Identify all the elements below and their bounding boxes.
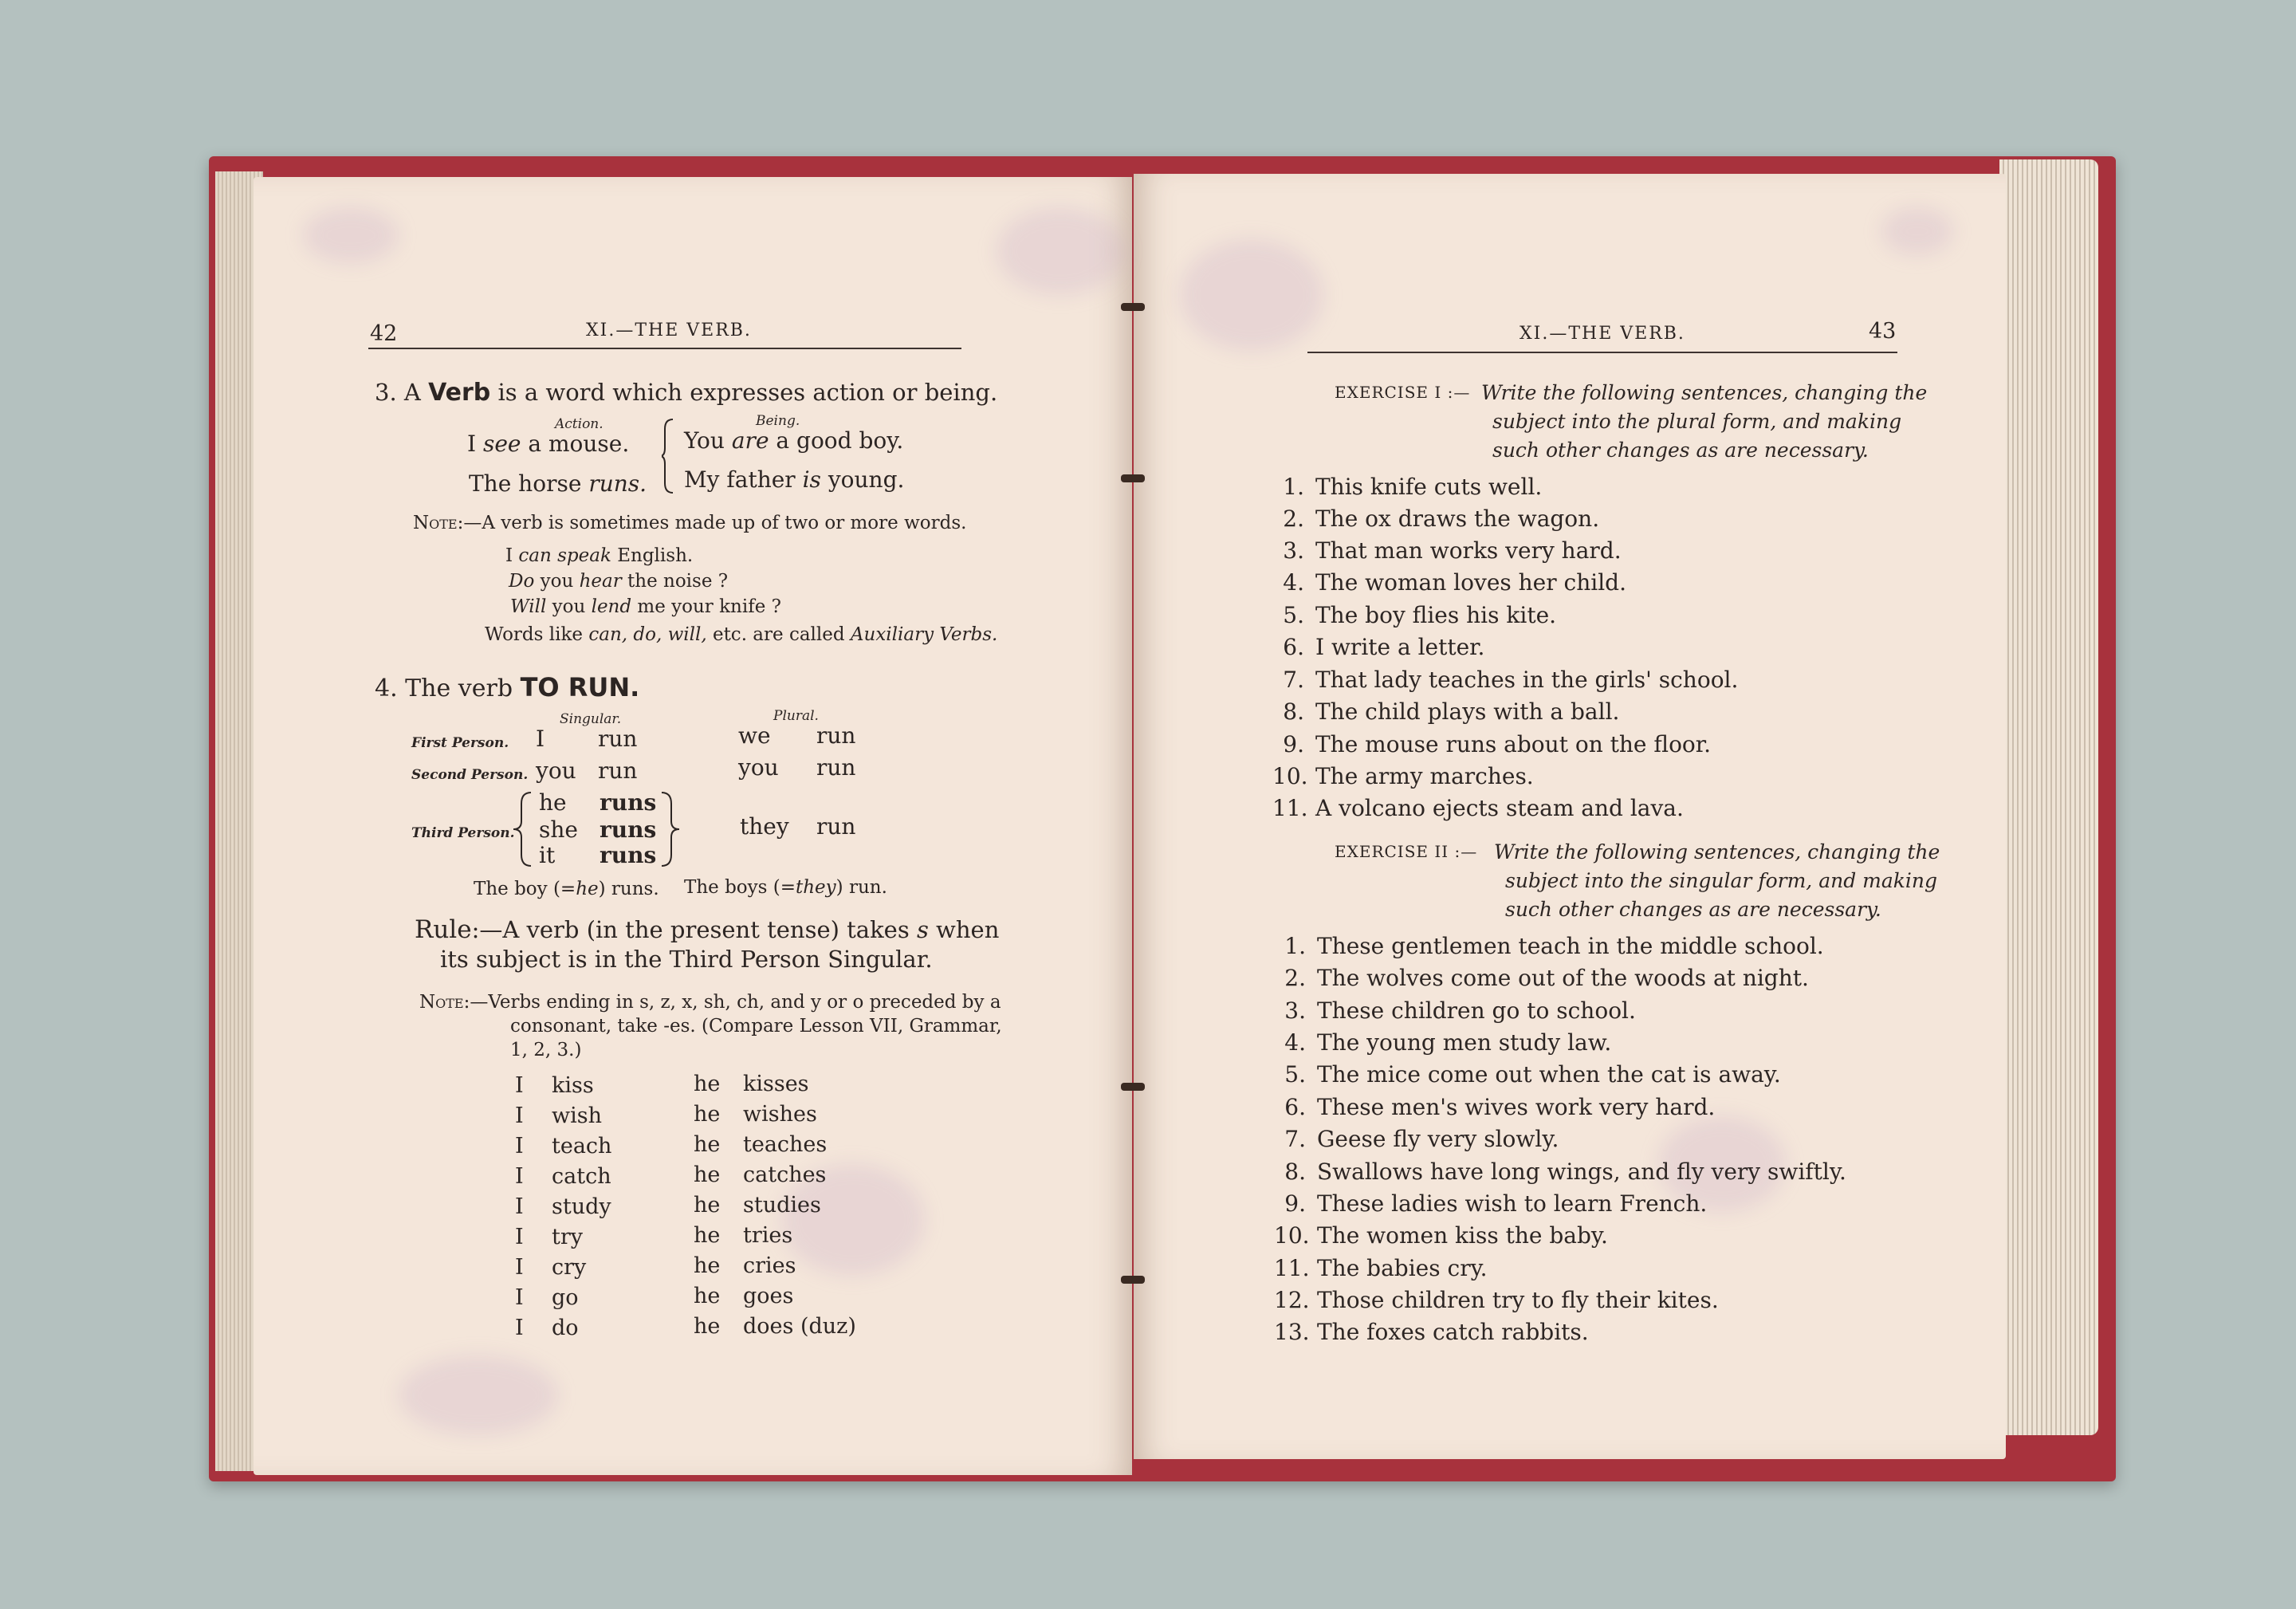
item-text: This knife cuts well. [1315, 474, 1543, 500]
text: you [540, 571, 574, 592]
item-text: The women kiss the baby. [1317, 1222, 1608, 1249]
note-example-3 [510, 596, 781, 617]
conj-pl-pronoun: they [740, 813, 789, 840]
verb-table-cell: I [515, 1255, 524, 1280]
note-2-line-1 [419, 992, 1001, 1013]
item-text: A volcano ejects steam and lava. [1315, 795, 1684, 821]
conj-sg-verb: runs [600, 816, 657, 843]
exercise-1-item: 1. This knife cuts well. [1283, 474, 1543, 500]
verb-table-cell: do [552, 1316, 579, 1340]
exercise-2-item: 2. The wolves come out of the woods at night. [1284, 965, 1809, 991]
def-a: A [403, 379, 421, 406]
conj-sg-verb: runs [600, 789, 657, 816]
third-person-brace-right [659, 789, 682, 869]
text-italic: see [482, 431, 521, 457]
exercise-2-item: 1. These gentlemen teach in the middle school. [1284, 933, 1824, 959]
text: Words like [485, 624, 584, 645]
page-number-left: 42 [370, 321, 398, 346]
left-page [254, 177, 1132, 1475]
verb-table-cell: go [552, 1285, 579, 1310]
verb-table-cell: I [515, 1194, 524, 1219]
conj-sg-verb: run [598, 757, 638, 784]
exercise-2-item: 7. Geese fly very slowly. [1284, 1126, 1559, 1152]
item-text: The boy flies his kite. [1315, 602, 1557, 628]
exercise-2-item: 11. The babies cry. [1274, 1255, 1488, 1281]
note-2-line-2: consonant, take -es. (Compare Lesson VII, Grammar, [510, 1016, 1002, 1037]
text-italic: Will [510, 596, 547, 617]
text: I [467, 431, 477, 457]
exercise-1-instruction-line-3: such other changes as are necessary. [1492, 439, 1869, 462]
item-text: The foxes catch rabbits. [1317, 1319, 1589, 1345]
note-2-line-3: 1, 2, 3.) [510, 1040, 582, 1060]
verb-table-cell: does (duz) [743, 1314, 856, 1339]
def-word: Verb [428, 379, 491, 407]
first-person-label: First Person. [411, 735, 509, 751]
text: The boy (= [474, 879, 576, 899]
item-text: The woman loves her child. [1315, 569, 1626, 596]
exercise-1-item: 4. The woman loves her child. [1283, 569, 1626, 596]
stain [1881, 207, 1953, 255]
conj-sg-pronoun: I [536, 726, 545, 752]
item-text: These gentlemen teach in the middle school. [1317, 933, 1824, 959]
exercise-1-item: 8. The child plays with a ball. [1283, 698, 1620, 725]
second-person-label: Second Person. [411, 767, 529, 783]
plural-label: Plural. [773, 708, 819, 724]
conj-sg-pronoun: he [539, 789, 567, 816]
verb-table-cell: study [552, 1194, 611, 1219]
text: ) runs. [598, 879, 659, 899]
item-text: Geese fly very slowly. [1317, 1126, 1559, 1152]
text-italic: Do [509, 571, 535, 592]
stain [303, 207, 399, 263]
item-text: The wolves come out of the woods at night. [1317, 965, 1809, 991]
conj-sg-verb: run [598, 726, 638, 752]
running-header-right: XI.—THE VERB. [1520, 324, 1685, 344]
text-italic: lend [591, 596, 632, 617]
verb-table-col-pronoun-1 [515, 1073, 524, 1346]
exercise-1-item: 5. The boy flies his kite. [1283, 602, 1557, 628]
text: young. [828, 466, 905, 493]
note-text: :—Verbs ending in s, z, x, sh, ch, and y or o preceded by a [463, 992, 1001, 1013]
verb-table-cell: goes [743, 1284, 794, 1308]
text: English. [617, 545, 694, 566]
exercise-1-item: 10. The army marches. [1272, 763, 1534, 789]
singular-label: Singular. [560, 711, 622, 727]
binding-stitch [1121, 474, 1145, 482]
third-person-label: Third Person. [411, 825, 515, 841]
exercise-2-instruction-line-2: subject into the singular form, and making [1505, 869, 1938, 892]
conj-pl-verb: run [816, 813, 856, 840]
exercise-1-label: EXERCISE I :— [1335, 383, 1471, 402]
exercise-1-item: 2. The ox draws the wagon. [1283, 506, 1600, 532]
text: :—A verb (in the present tense) takes [471, 916, 910, 943]
item-text: Those children try to fly their kites. [1317, 1287, 1719, 1313]
verb-table-cell: wish [552, 1103, 602, 1128]
being-label: Being. [756, 413, 800, 429]
verb-table-cell: he [694, 1223, 721, 1248]
note-1 [413, 513, 966, 533]
text-italic: runs. [588, 470, 647, 497]
verb-table-cell: kisses [743, 1072, 809, 1096]
note-example-1 [505, 545, 693, 566]
text-italic: can, do, will, [588, 624, 707, 645]
text: You [684, 427, 725, 454]
page-edges-right [1999, 159, 2098, 1435]
text: 4. [375, 675, 398, 702]
verb-table-cell: I [515, 1103, 524, 1128]
item-text: The army marches. [1315, 763, 1534, 789]
exercise-1-item: 6. I write a letter. [1283, 634, 1485, 660]
def-number: 3. [375, 379, 397, 406]
text: me your knife ? [637, 596, 781, 617]
verb-table-cell: he [694, 1132, 721, 1157]
action-example-2 [469, 470, 647, 497]
item-text: Swallows have long wings, and fly very swiftly. [1317, 1159, 1846, 1185]
item-text: The ox draws the wagon. [1315, 506, 1600, 532]
verb-table-cell: he [694, 1314, 721, 1339]
exercise-2-item: 8. Swallows have long wings, and fly very swiftly. [1284, 1159, 1846, 1185]
text-italic: are [731, 427, 769, 454]
header-rule-right [1307, 352, 1897, 353]
item-text: These ladies wish to learn French. [1317, 1190, 1708, 1217]
exercise-2-instruction-line-3: such other changes as are necessary. [1505, 898, 1881, 921]
verb-table-cell: tries [743, 1223, 793, 1248]
note-label: Note [419, 992, 464, 1013]
text: a mouse. [528, 431, 630, 457]
verb-table-cell: he [694, 1162, 721, 1187]
exercise-1-item: 9. The mouse runs about on the floor. [1283, 731, 1711, 757]
conj-sg-verb: runs [600, 842, 657, 868]
text-italic: they [796, 877, 836, 898]
verb-table-cell: teach [552, 1134, 612, 1159]
verb-table-cell: try [552, 1225, 584, 1249]
def-rest: is a word which expresses action or being. [497, 379, 998, 406]
verb-table-cell: wishes [743, 1102, 817, 1127]
rule-line-1 [415, 915, 999, 944]
binding-stitch [1121, 1276, 1145, 1284]
item-text: I write a letter. [1315, 634, 1485, 660]
rule-label: Rule [415, 915, 472, 944]
being-example-2 [684, 466, 904, 493]
verb-table-cell: catch [552, 1164, 611, 1189]
text-italic: he [576, 879, 599, 899]
verb-table-cell: he [694, 1284, 721, 1308]
conj-pl-pronoun: we [738, 722, 771, 749]
binding-stitch [1121, 303, 1145, 311]
text: I [505, 545, 513, 566]
exercise-2-label: EXERCISE II :— [1335, 842, 1478, 861]
text: ) run. [835, 877, 887, 898]
stain [997, 207, 1124, 295]
text-italic: is [802, 466, 821, 493]
action-example-1 [467, 431, 629, 457]
verb-table-cell: I [515, 1134, 524, 1159]
text: My father [684, 466, 796, 493]
verb-table-col-verb-1 [552, 1073, 611, 1346]
text: etc. are called [712, 624, 845, 645]
verb-table-cell: I [515, 1285, 524, 1310]
exercise-2-item: 13. The foxes catch rabbits. [1274, 1319, 1589, 1345]
exercise-1-item: 3. That man works very hard. [1283, 537, 1622, 564]
verb-table-cell: teaches [743, 1132, 828, 1157]
exercise-2-instruction-line-1: Write the following sentences, changing the [1494, 840, 1940, 864]
section-4-heading [375, 672, 639, 702]
exercise-2-item: 4. The young men study law. [1284, 1029, 1612, 1056]
note-text: :—A verb is sometimes made up of two or more words. [457, 513, 967, 533]
verb-table-cell: he [694, 1072, 721, 1096]
item-text: The child plays with a ball. [1315, 698, 1620, 725]
verb-table-col-verb-2 [743, 1072, 856, 1344]
exercise-2-item: 3. These children go to school. [1284, 997, 1636, 1024]
text: The horse [469, 470, 582, 497]
auxiliary-note [485, 624, 997, 645]
being-example-1 [684, 427, 903, 454]
text: The boys (= [684, 877, 796, 898]
item-text: That lady teaches in the girls' school. [1315, 667, 1739, 693]
verb-table-cell: catches [743, 1162, 827, 1187]
conj-sg-pronoun: she [539, 816, 578, 843]
verb-table-cell: I [515, 1225, 524, 1249]
verb-definition [375, 379, 997, 407]
note-example-2 [509, 571, 728, 592]
exercise-2-item: 10. The women kiss the baby. [1274, 1222, 1608, 1249]
stain [1180, 239, 1323, 351]
exercise-1-instruction-line-1: Write the following sentences, changing the [1481, 381, 1928, 404]
exercise-2-item: 6. These men's wives work very hard. [1284, 1094, 1716, 1120]
text: a good boy. [776, 427, 904, 454]
text: when [936, 916, 1000, 943]
exercise-1-item: 11. A volcano ejects steam and lava. [1272, 795, 1684, 821]
item-text: The young men study law. [1317, 1029, 1612, 1056]
running-header-left: XI.—THE VERB. [586, 321, 752, 340]
action-label: Action. [555, 416, 603, 432]
exercise-2-item: 12. Those children try to fly their kites. [1274, 1287, 1719, 1313]
item-text: The babies cry. [1317, 1255, 1488, 1281]
text-italic: can speak [518, 545, 611, 566]
binding-stitch [1121, 1083, 1145, 1091]
conj-sg-pronoun: it [539, 842, 556, 868]
item-text: These children go to school. [1317, 997, 1636, 1024]
verb-table-cell: he [694, 1102, 721, 1127]
verb-table-cell: I [515, 1316, 524, 1340]
exercise-1-item: 7. That lady teaches in the girls' school. [1283, 667, 1739, 693]
verb-table-cell: he [694, 1253, 721, 1278]
text-bold: TO RUN. [520, 672, 640, 702]
item-text: The mice come out when the cat is away. [1317, 1061, 1781, 1088]
conj-pl-verb: run [816, 722, 856, 749]
text-italic: s [916, 916, 929, 943]
exercise-1-instruction-line-2: subject into the plural form, and making [1492, 410, 1902, 433]
verb-table-cell: cries [743, 1253, 796, 1278]
verb-table-cell: cry [552, 1255, 587, 1280]
stain [399, 1355, 558, 1435]
example-boy [474, 879, 659, 899]
exercise-2-item: 5. The mice come out when the cat is away. [1284, 1061, 1781, 1088]
rule-line-2: its subject is in the Third Person Singular. [440, 946, 933, 973]
text-italic: hear [579, 571, 622, 592]
example-boys [684, 877, 887, 898]
verb-table-cell: kiss [552, 1073, 594, 1098]
verb-table-cell: he [694, 1193, 721, 1218]
item-text: These men's wives work very hard. [1317, 1094, 1716, 1120]
verb-table-cell: I [515, 1164, 524, 1189]
note-label: Note [413, 513, 458, 533]
conj-pl-pronoun: you [738, 754, 779, 781]
header-rule-left [368, 348, 961, 349]
text: you [552, 596, 586, 617]
divider-brace [662, 418, 678, 494]
item-text: The mouse runs about on the floor. [1315, 731, 1711, 757]
item-text: That man works very hard. [1315, 537, 1622, 564]
text: The verb [405, 675, 513, 702]
verb-table-col-pronoun-2 [694, 1072, 720, 1344]
exercise-2-item: 9. These ladies wish to learn French. [1284, 1190, 1708, 1217]
conj-pl-verb: run [816, 754, 856, 781]
text: the noise ? [627, 571, 729, 592]
page-number-right: 43 [1869, 319, 1897, 344]
verb-table-cell: I [515, 1073, 524, 1098]
text-italic: Auxiliary Verbs. [850, 624, 998, 645]
conj-sg-pronoun: you [536, 757, 576, 784]
verb-table-cell: studies [743, 1193, 821, 1218]
third-person-brace-left [512, 789, 536, 869]
